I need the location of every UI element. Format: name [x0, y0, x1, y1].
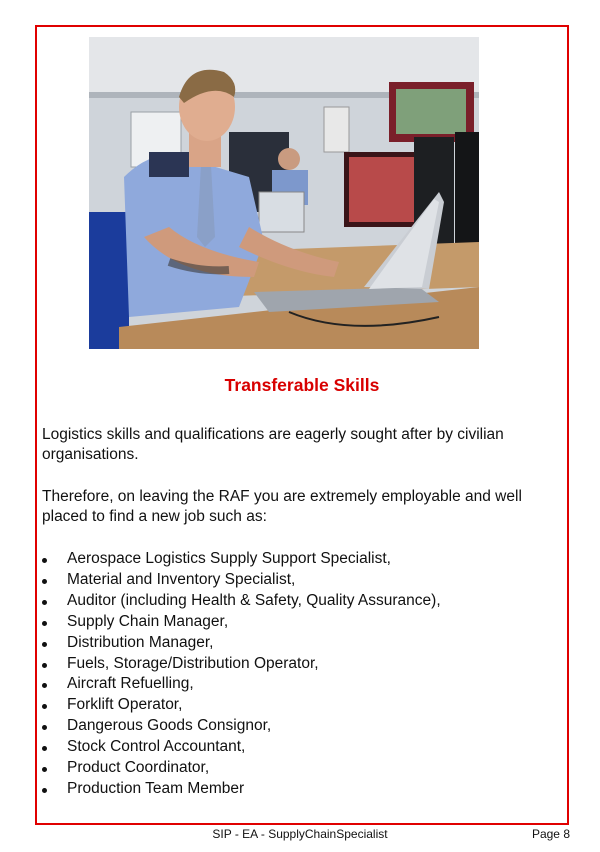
bullet-icon [42, 558, 47, 563]
employability-paragraph: Therefore, on leaving the RAF you are extremely employable and well placed to find a new job such as: [42, 488, 522, 525]
bullet-icon [42, 642, 47, 647]
list-item: Distribution Manager, [42, 633, 562, 654]
footer-doc-label: SIP - EA - SupplyChainSpecialist [212, 827, 388, 841]
bullet-icon [42, 704, 47, 709]
bullet-icon [42, 746, 47, 751]
list-item: Product Coordinator, [42, 758, 562, 779]
bullet-icon [42, 579, 47, 584]
intro-paragraph: Logistics skills and qualifications are eagerly sought after by civilian organisations. [42, 426, 504, 463]
bullet-icon [42, 767, 47, 772]
list-item: Fuels, Storage/Distribution Operator, [42, 654, 562, 675]
job-list [42, 549, 562, 800]
list-item: Dangerous Goods Consignor, [42, 716, 562, 737]
list-item: Forklift Operator, [42, 695, 562, 716]
section-title: Transferable Skills [224, 375, 380, 395]
bullet-icon [42, 663, 47, 668]
list-item: Material and Inventory Specialist, [42, 570, 562, 591]
list-item: Aerospace Logistics Supply Support Specialist, [42, 549, 562, 570]
list-item: Production Team Member [42, 779, 562, 800]
bullet-icon [42, 725, 47, 730]
person-at-laptop-icon [89, 37, 479, 349]
bullet-icon [42, 788, 47, 793]
list-item: Supply Chain Manager, [42, 612, 562, 633]
office-photo [89, 37, 479, 349]
bullet-icon [42, 683, 47, 688]
bullet-icon [42, 600, 47, 605]
bullet-icon [42, 621, 47, 626]
list-item: Stock Control Accountant, [42, 737, 562, 758]
footer-page-number: Page 8 [531, 827, 570, 841]
list-item: Aircraft Refuelling, [42, 674, 562, 695]
list-item: Auditor (including Health & Safety, Quality Assurance), [42, 591, 562, 612]
